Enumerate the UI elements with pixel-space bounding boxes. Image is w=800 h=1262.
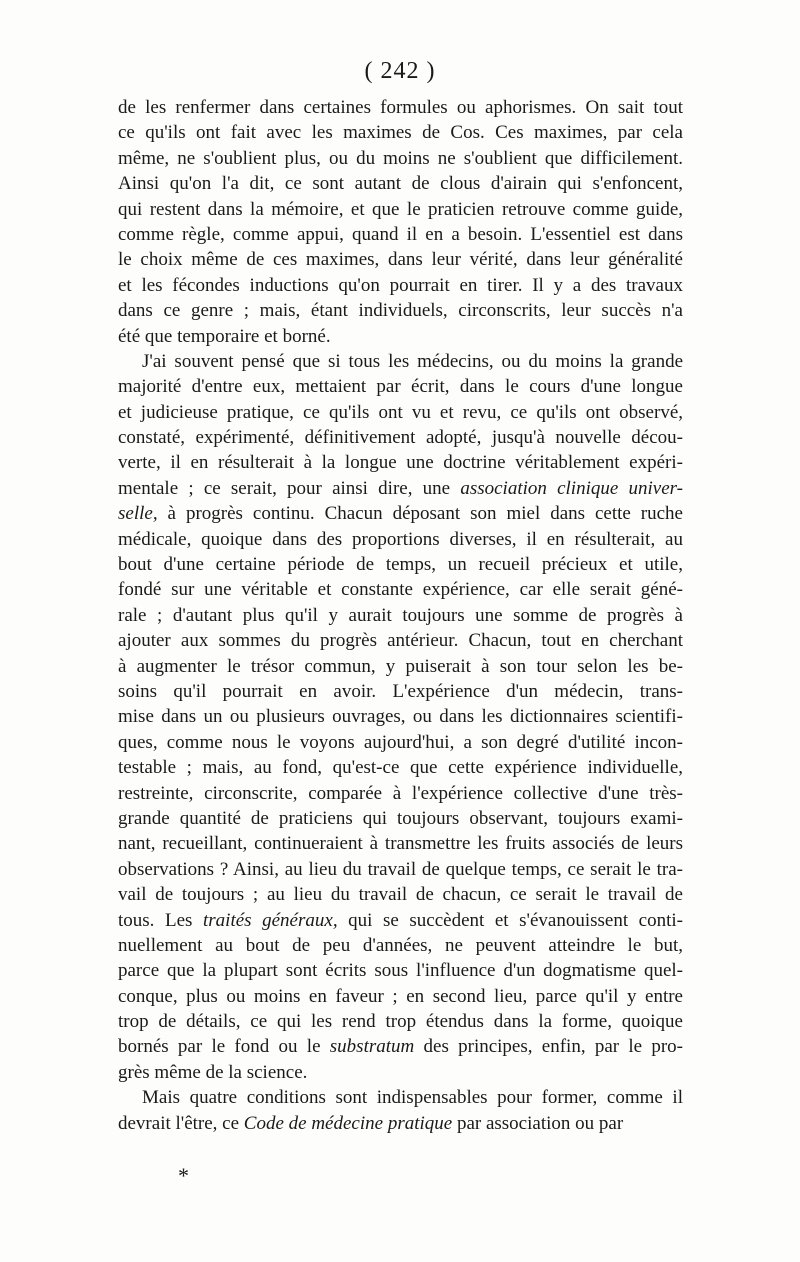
text-run: mise dans un ou plusieurs ouvrages, ou dans les dictionnaires scientifi- — [118, 706, 683, 728]
text-line — [118, 908, 683, 933]
text-run: conque, plus ou moins en faveur ; en second lieu, parce qu'il y entre — [118, 985, 683, 1007]
text-run: de les renfermer dans certaines formules ou aphorismes. On sait tout — [118, 97, 683, 118]
text-run: observations ? Ainsi, au lieu du travail de quelque temps, ce serait le tra- — [118, 858, 683, 880]
text-run: restreinte, circonscrite, comparée à l'expérience collective d'une très- — [118, 782, 683, 804]
text-line — [118, 324, 683, 349]
italic-run: selle, — [118, 503, 158, 525]
italic-run: association clinique univer- — [460, 477, 683, 499]
text-run: trop de détails, ce qui les rend trop étendus dans la forme, quoique — [118, 1011, 683, 1033]
text-run: devrait l'être, ce — [118, 1112, 244, 1134]
text-run: J'ai souvent pensé que si tous les médecins, ou du moins la grande — [142, 350, 683, 372]
text-run: bout d'une certaine période de temps, un recueil précieux et utile, — [118, 554, 683, 576]
text-run: constaté, expérimenté, définitivement adopté, jusqu'à nouvelle décou- — [118, 427, 683, 449]
italic-run: substratum — [329, 1036, 415, 1058]
paragraph — [118, 95, 683, 349]
text-line — [118, 450, 683, 475]
text-run: par association ou par — [452, 1112, 624, 1134]
text-run: et les fécondes inductions qu'on pourrait en tirer. Il y a des travaux — [118, 274, 683, 296]
text-line — [118, 1009, 683, 1034]
text-line — [118, 933, 683, 958]
text-run: des principes, enfin, par le pro- — [414, 1036, 683, 1058]
text-run: ques, comme nous le voyons aujourd'hui, a son degré d'utilité incon- — [118, 731, 683, 753]
text-run: parce que la plupart sont écrits sous l'influence d'un dogmatisme quel- — [118, 960, 683, 982]
text-line — [118, 120, 683, 145]
paragraph — [118, 1085, 683, 1136]
text-line — [118, 552, 683, 577]
paragraph — [118, 349, 683, 1085]
text-run: nuellement au bout de peu d'années, ne peuvent atteindre le but, — [118, 934, 683, 956]
text-line — [118, 95, 683, 120]
text-run: majorité d'entre eux, mettaient par écrit, dans le cours d'une longue — [118, 376, 683, 398]
text-line — [118, 654, 683, 679]
text-run: bornés par le fond ou le — [118, 1036, 330, 1058]
text-line — [118, 501, 683, 526]
text-line — [118, 781, 683, 806]
text-run: ajouter aux sommes du progrès antérieur. Chacun, tout en cherchant — [118, 630, 683, 652]
italic-run: Code de médecine pratique — [243, 1112, 453, 1134]
text-run: grès même de la science. — [118, 1061, 308, 1083]
text-run: même, ne s'oublient plus, ou du moins ne s'oublient que difficilement. — [118, 147, 683, 169]
text-line — [118, 425, 683, 450]
text-run: soins qu'il pourrait en avoir. L'expérience d'un médecin, trans- — [118, 680, 683, 702]
text-run: rale ; d'autant plus qu'il y aurait toujours une somme de progrès à — [118, 604, 683, 626]
text-line — [118, 958, 683, 983]
text-run: à augmenter le trésor commun, y puiserait à son tour selon les be- — [118, 655, 683, 677]
text-run: vail de toujours ; au lieu du travail de chacun, ce serait le travail de — [118, 884, 683, 906]
page-number: ( 242 ) — [364, 58, 436, 84]
text-line — [118, 476, 683, 501]
text-line — [118, 298, 683, 323]
body-text — [118, 95, 683, 1136]
text-line — [118, 628, 683, 653]
text-line — [118, 527, 683, 552]
text-run: tous. Les — [118, 909, 203, 931]
text-run: verte, il en résulterait à la longue une doctrine véritablement expéri- — [118, 452, 683, 474]
text-run: qui se succèdent et s'évanouissent conti- — [337, 909, 683, 931]
text-line — [118, 146, 683, 171]
text-run: ce qu'ils ont fait avec les maximes de Cos. Ces maximes, par cela — [118, 122, 683, 144]
text-run: grande quantité de praticiens qui toujours observant, toujours exami- — [118, 807, 683, 829]
text-run: testable ; mais, au fond, qu'est-ce que cette expérience individuelle, — [118, 757, 683, 779]
text-run: à progrès continu. Chacun déposant son miel dans cette ruche — [157, 503, 683, 525]
text-line — [118, 400, 683, 425]
text-run: comme règle, comme appui, quand il en a besoin. L'essentiel est dans — [118, 223, 683, 245]
text-line — [118, 755, 683, 780]
text-run: nant, recueillant, continueraient à transmettre les fruits associés de leurs — [118, 833, 683, 855]
text-line — [118, 1060, 683, 1085]
text-run: Ainsi qu'on l'a dit, ce sont autant de clous d'airain qui s'enfoncent, — [118, 173, 683, 195]
text-line — [118, 374, 683, 399]
text-run: été que temporaire et borné. — [118, 325, 331, 347]
text-line — [118, 197, 683, 222]
text-run: médicale, quoique dans des proportions diverses, il en résulterait, au — [118, 528, 683, 550]
text-line — [118, 882, 683, 907]
text-run: fondé sur une véritable et constante expérience, car elle serait géné- — [118, 579, 683, 601]
text-line — [118, 857, 683, 882]
text-run: le choix même de ces maximes, dans leur vérité, dans leur généralité — [118, 249, 683, 271]
text-line — [118, 679, 683, 704]
text-run: et judicieuse pratique, ce qu'ils ont vu et revu, ce qu'ils ont observé, — [118, 401, 683, 423]
text-run: mentale ; ce serait, pour ainsi dire, une — [118, 477, 461, 499]
text-line — [118, 577, 683, 602]
text-line — [118, 984, 683, 1009]
footnote-marker: * — [178, 1163, 189, 1188]
text-line — [118, 831, 683, 856]
text-line — [118, 247, 683, 272]
text-line — [118, 1085, 683, 1110]
text-line — [118, 704, 683, 729]
text-line — [118, 171, 683, 196]
text-line — [118, 603, 683, 628]
text-line — [118, 730, 683, 755]
text-run: dans ce genre ; mais, étant individuels, circonscrits, leur succès n'a — [118, 300, 683, 322]
text-line — [118, 273, 683, 298]
text-line — [118, 1034, 683, 1059]
text-run: qui restent dans la mémoire, et que le praticien retrouve comme guide, — [118, 198, 683, 220]
text-run: Mais quatre conditions sont indispensables pour former, comme il — [142, 1087, 683, 1109]
text-line — [118, 806, 683, 831]
italic-run: traités généraux, — [203, 909, 338, 931]
text-line — [118, 222, 683, 247]
text-line — [118, 349, 683, 374]
text-line — [118, 1111, 683, 1136]
